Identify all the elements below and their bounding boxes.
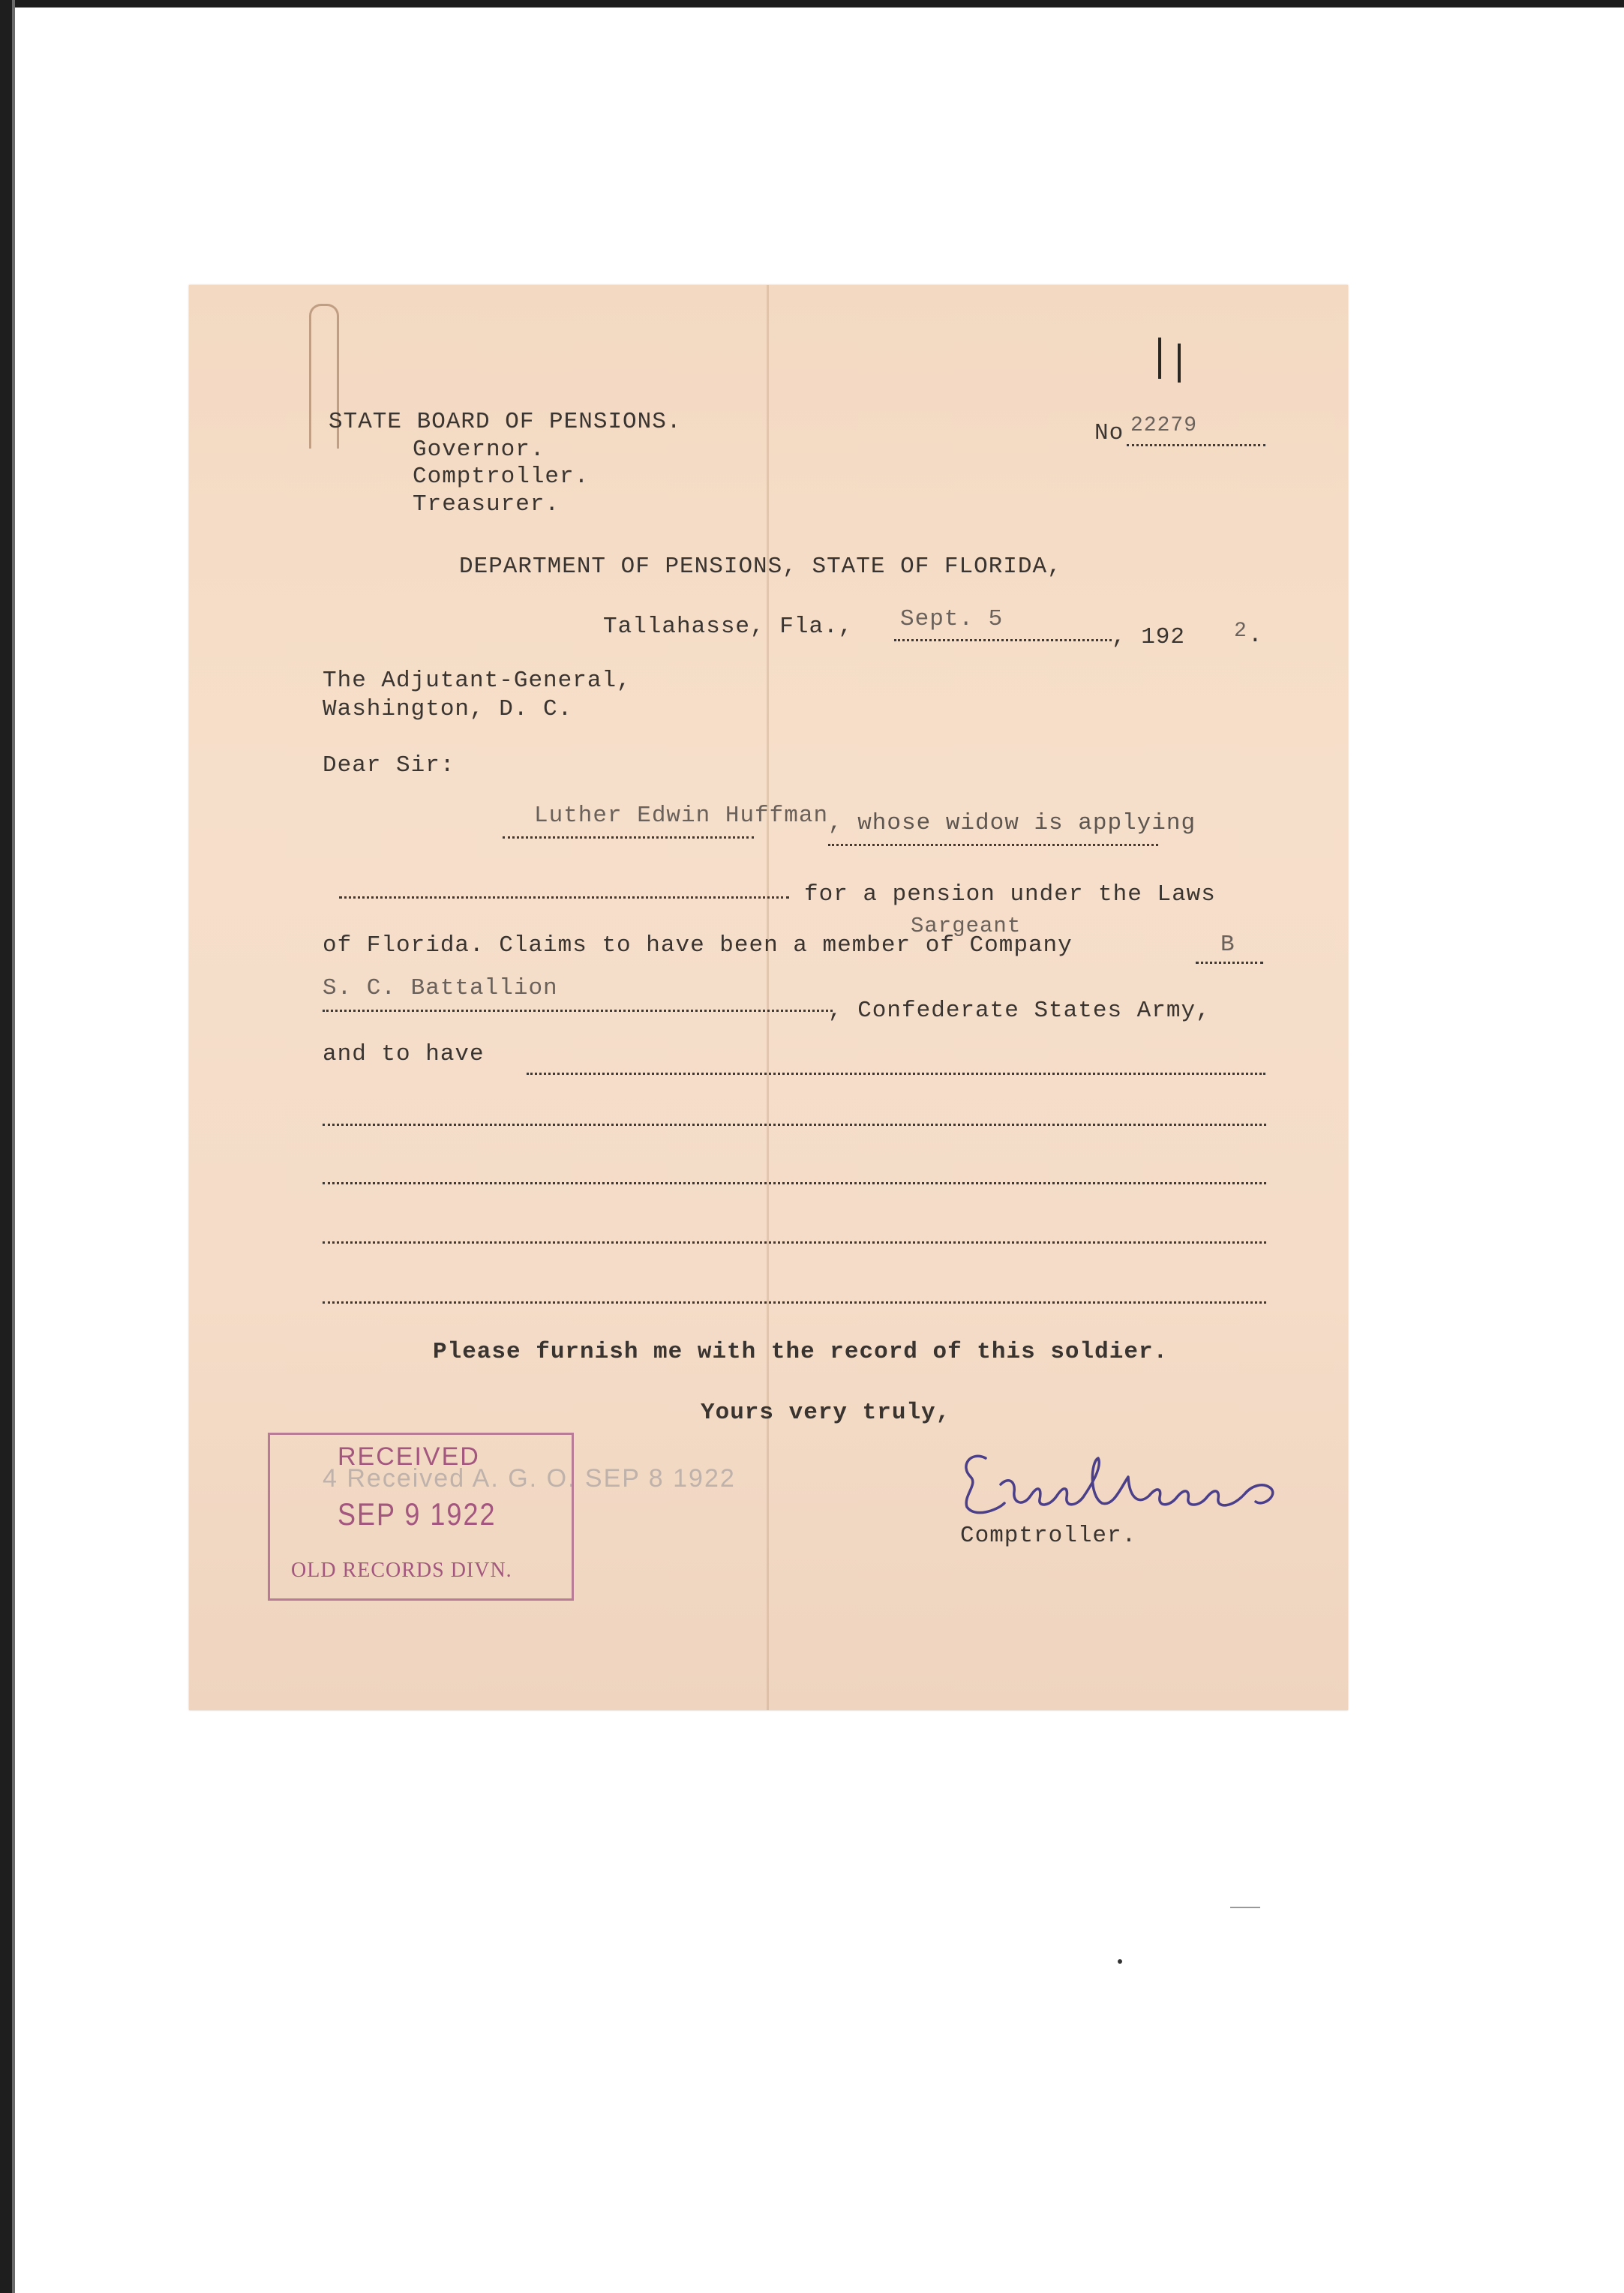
addressee-line-2: Washington, D. C. [323,696,573,722]
company-underline [1196,962,1263,964]
scan-border-left [0,0,12,2293]
date-year: , 192 [1112,624,1186,650]
date-value: Sept. 5 [900,606,1004,632]
scan-speck [1118,1959,1122,1964]
army-text: , Confederate States Army, [828,998,1211,1024]
scan-border-left-inner [12,0,15,2293]
salutation: Dear Sir: [323,752,455,779]
number-label: No [1094,420,1124,446]
to-have-underline [527,1073,1265,1075]
stamp-date: SEP 9 1922 [338,1496,497,1532]
received-stamp [268,1433,574,1601]
unit-underline [323,1010,833,1012]
board-member-comptroller: Comptroller. [413,464,590,490]
blank-line-4 [323,1301,1266,1304]
closing-text: Yours very truly, [701,1400,951,1426]
date-place: Tallahasse, Fla., [603,614,854,640]
ago-received-stamp: 4 Received A. G. O. SEP 8 1922 [323,1464,736,1493]
board-title: STATE BOARD OF PENSIONS. [329,409,682,435]
pension-text: for a pension under the Laws [804,881,1216,908]
number-underline [1127,444,1265,446]
signature-title: Comptroller. [960,1523,1137,1549]
board-member-governor: Governor. [413,437,545,463]
unit-value: S. C. Battallion [323,975,558,1001]
ink-mark [1158,338,1161,379]
scan-border-top [0,0,1624,8]
blank-line-1 [323,1124,1266,1126]
to-have-text: and to have [323,1041,485,1067]
date-year-digit: 2 [1234,620,1247,643]
pension-letter [189,285,1348,1710]
department-title: DEPARTMENT OF PENSIONS, STATE OF FLORIDA, [459,554,1062,580]
applicant-underline [828,844,1158,846]
soldier-name: Luther Edwin Huffman [534,803,829,829]
scan-speck [1230,1907,1260,1908]
stamp-division: OLD RECORDS DIVN. [291,1559,512,1582]
paper-fold [767,285,769,1710]
blank-line-pension [339,896,789,899]
date-period: . [1248,623,1263,649]
claims-text: of Florida. Claims to have been a member of Company [323,932,1073,959]
addressee-line-1: The Adjutant-General, [323,668,632,694]
request-text: Please furnish me with the record of this soldier. [433,1339,1169,1365]
stamp-received: RECEIVED [338,1442,480,1471]
ink-mark [1178,344,1181,383]
applicant-text: , whose widow is applying [828,810,1196,836]
date-underline [894,639,1112,641]
board-member-treasurer: Treasurer. [413,491,560,518]
blank-line-3 [323,1241,1266,1244]
comptroller-signature [956,1436,1301,1529]
blank-line-2 [323,1182,1266,1184]
number-value: 22279 [1130,414,1198,437]
company-value: B [1220,932,1235,958]
rank-value: Sargeant [911,914,1022,938]
soldier-name-underline [503,836,754,839]
